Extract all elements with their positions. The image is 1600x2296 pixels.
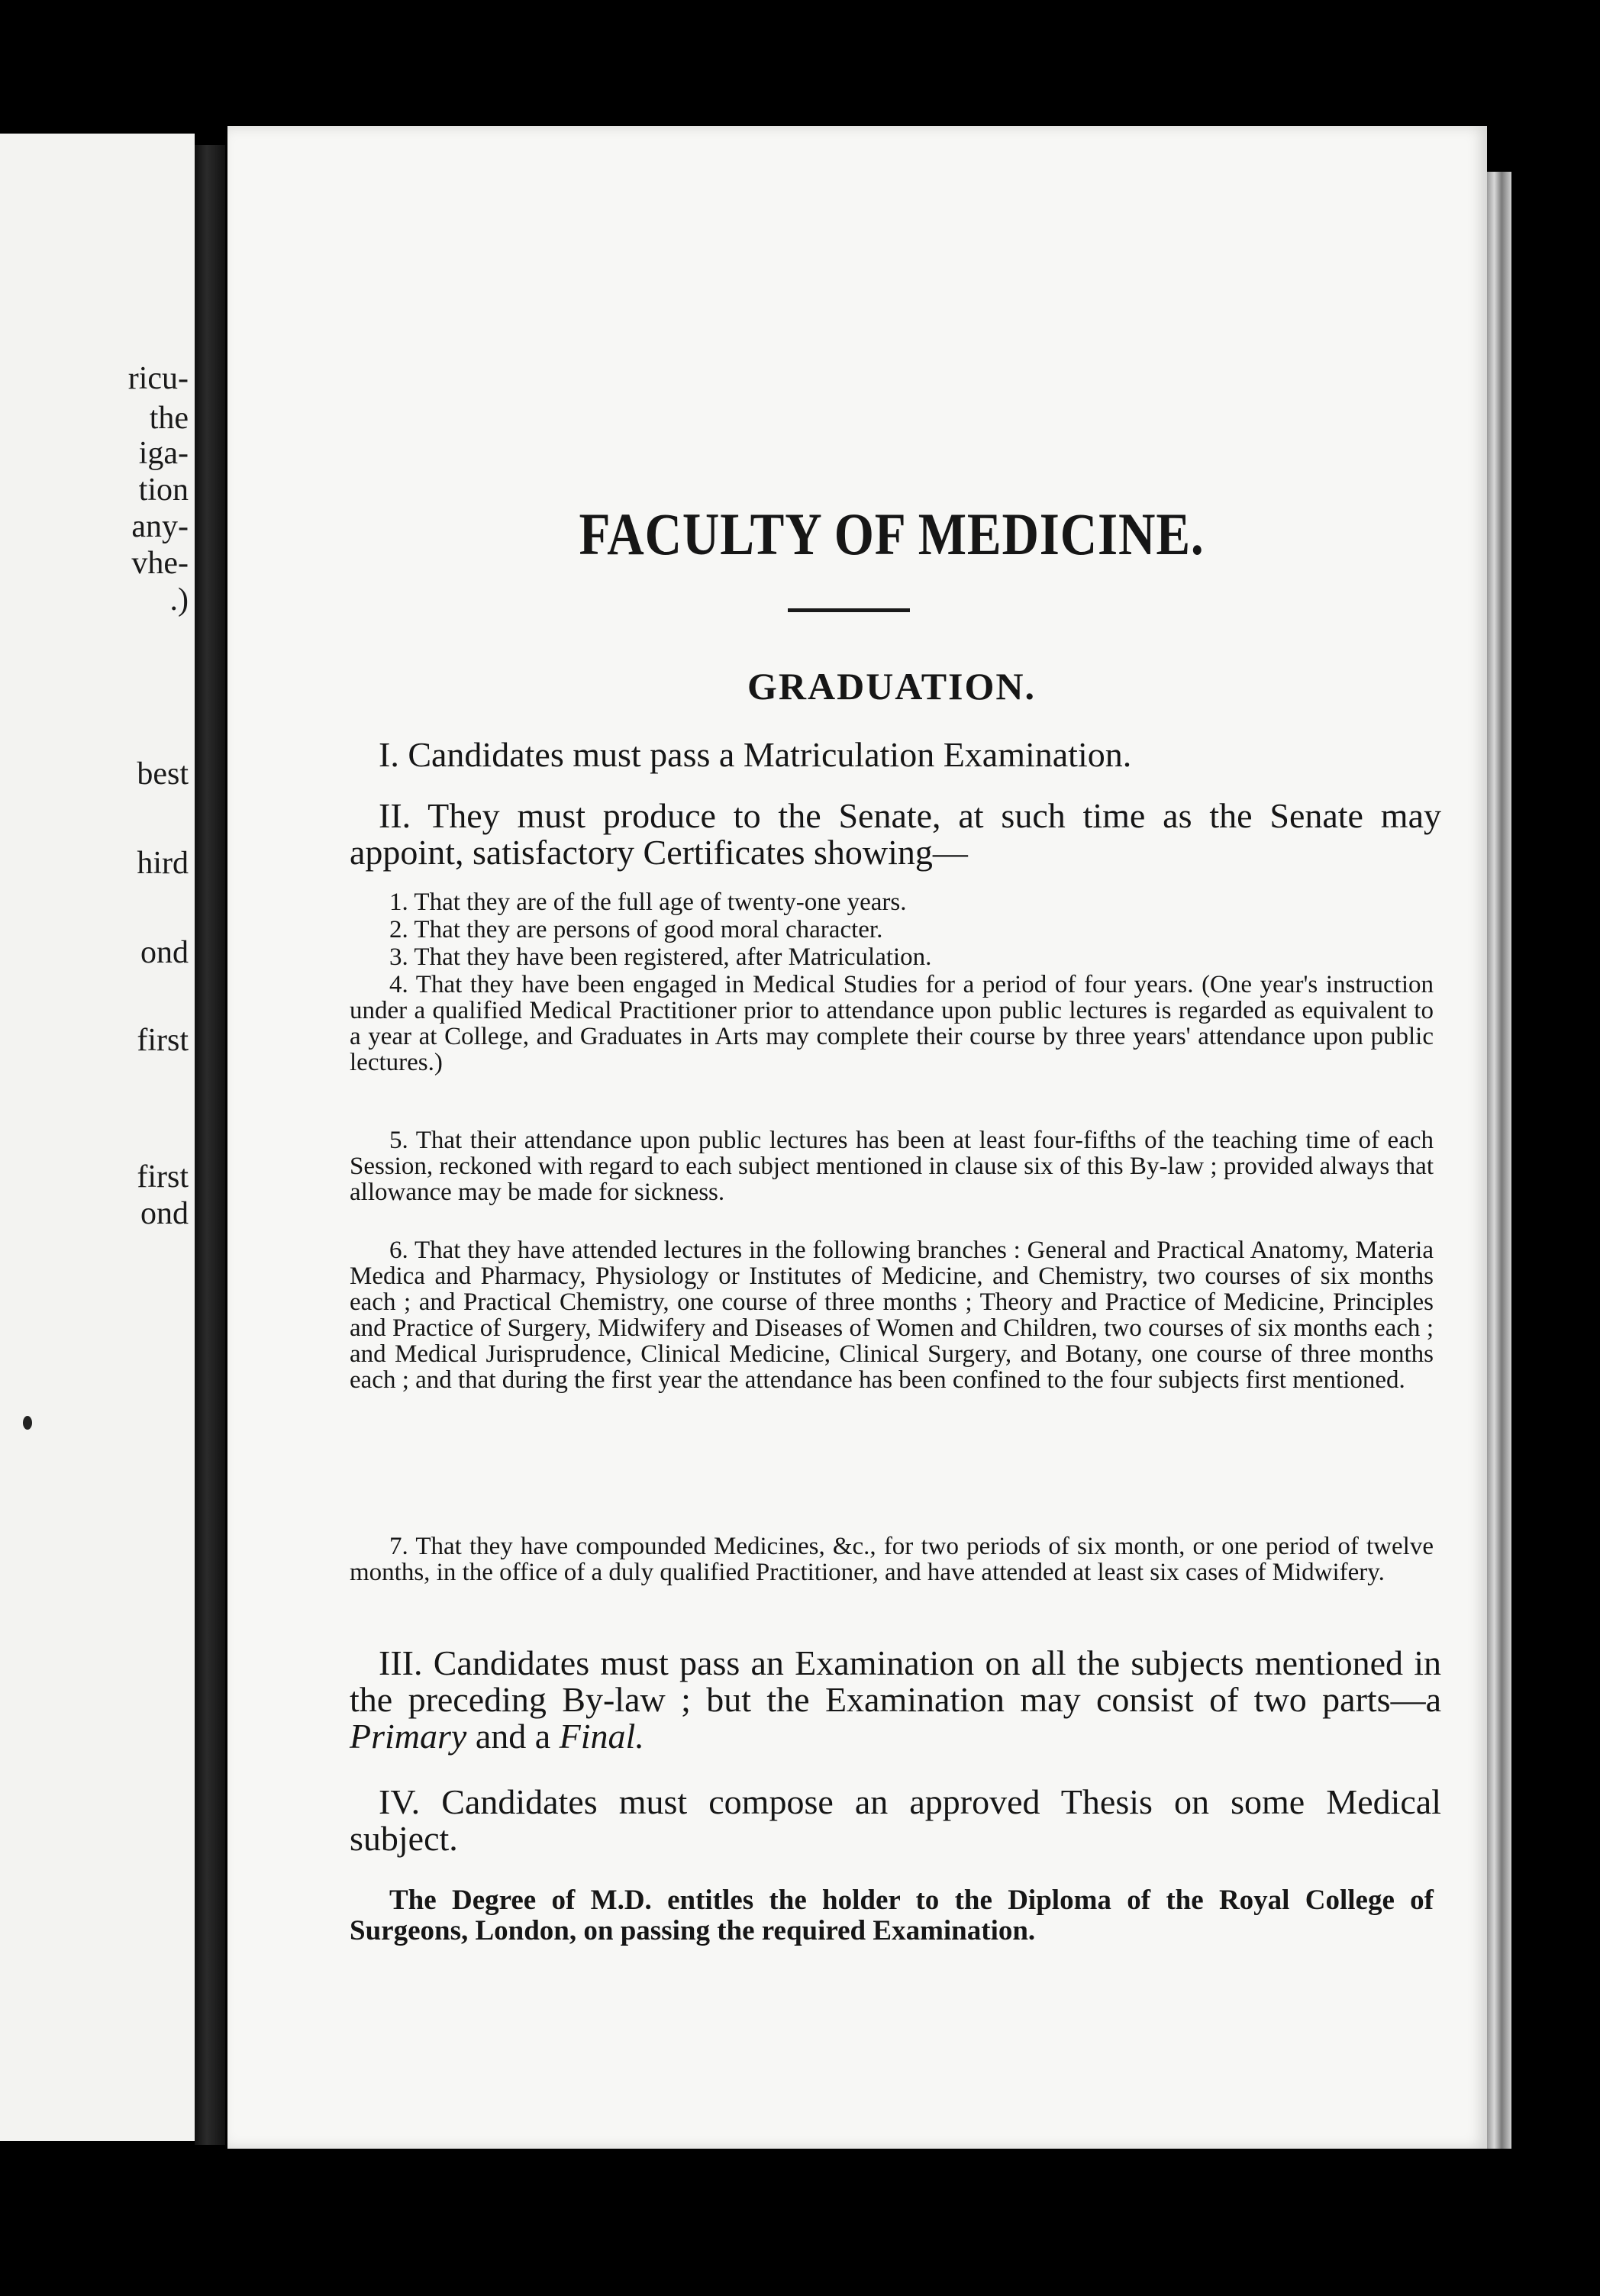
- clause-text: Candidates must compose an approved Thesis on some Medical subject.: [350, 1782, 1442, 1858]
- clause-1: [350, 737, 1441, 773]
- clause-text-mid: and a: [475, 1717, 551, 1756]
- left-page-line: hird: [137, 846, 189, 881]
- list-item: [350, 944, 1434, 970]
- left-page-line: vhe-: [131, 546, 189, 581]
- left-page-fragment: [0, 134, 195, 2141]
- left-page-line: ond: [140, 1196, 189, 1231]
- list-item: [350, 889, 1434, 915]
- item-text: That they have compounded Medicines, &c., for two periods of six month, or one period of twelve months, in the office of a duly qualified Practitioner, and have attended at least six cases of Midwifery.: [350, 1533, 1434, 1586]
- left-page-line: the: [149, 401, 189, 436]
- ink-spot: [23, 1416, 32, 1430]
- item-text: That they have been registered, after Matriculation.: [414, 943, 932, 971]
- left-page-line: ricu-: [127, 361, 189, 396]
- list-item: [350, 1533, 1434, 1585]
- item-text: That they have attended lectures in the following branches : General and Practical Anatomy, Materia Medica and Pharmacy, Physiology or Institutes of Medicine, and Chemistry, two courses of six months each ; and Practical Chemistry, one course of three months ; Theory and Practice of Medicine, Principles and Practice of Surgery, Midwifery and Diseases of Women and Children, two courses of six months each ; and Medical Jurisprudence, Clinical Medicine, Clinical Surgery, and Botany, one course of three months each ; and that during the first year the attendance has been confined to the four subjects first mentioned.: [350, 1237, 1434, 1394]
- clause-number: III.: [379, 1643, 423, 1682]
- clause-text: Candidates must pass an Examination on all the subjects mentioned in the preceding By-law ; but the Examination may consist of two parts—a: [350, 1643, 1442, 1719]
- item-number: 2.: [389, 916, 408, 943]
- list-item: [350, 1127, 1434, 1205]
- item-number: 5.: [389, 1127, 408, 1154]
- left-page-line: ond: [140, 935, 189, 970]
- item-number: 7.: [389, 1533, 408, 1560]
- left-page-line: any-: [131, 509, 189, 544]
- right-page: [227, 126, 1487, 2149]
- left-page-line: best: [137, 756, 189, 792]
- clause-number: I.: [379, 735, 399, 774]
- item-number: 3.: [389, 943, 408, 971]
- item-text: That they have been engaged in Medical Studies for a period of four years. (One year's instruction under a qualified Medical Practitioner prior to attendance upon public lectures is regarded as equivalent to a year at College, and Graduates in Arts may complete their course by three years' attendance upon public lectures.): [350, 971, 1434, 1076]
- list-item: [350, 1237, 1434, 1393]
- clause-number: IV.: [379, 1782, 421, 1821]
- clause-number: II.: [379, 796, 411, 835]
- list-item: [350, 917, 1434, 943]
- clause-4: [350, 1784, 1441, 1857]
- clause-emphasis-final: Final.: [559, 1717, 644, 1756]
- list-item: [350, 972, 1434, 1075]
- section-heading: GRADUATION.: [747, 665, 1037, 708]
- item-number: 1.: [389, 888, 408, 916]
- degree-note: The Degree of M.D. entitles the holder to the Diploma of the Royal College of Surgeons, London, on passing the required Examination.: [350, 1885, 1434, 1946]
- left-page-line: .): [169, 582, 189, 618]
- clause-3: [350, 1645, 1441, 1755]
- left-page-line: first: [137, 1159, 189, 1195]
- left-page-line: tion: [138, 472, 189, 508]
- item-number: 4.: [389, 971, 408, 998]
- title-rule: [788, 608, 910, 612]
- left-page-line: first: [137, 1023, 189, 1058]
- page-title: FACULTY OF MEDICINE.: [579, 501, 1205, 567]
- page-edge: [1487, 172, 1511, 2149]
- item-text: That they are persons of good moral character.: [414, 916, 883, 943]
- item-text: That they are of the full age of twenty-one years.: [414, 888, 907, 916]
- item-number: 6.: [389, 1237, 408, 1264]
- book-gutter: [195, 145, 225, 2145]
- item-text: That their attendance upon public lectures has been at least four-fifths of the teaching time of each Session, reckoned with regard to each subject mentioned in clause six of this By-law ; provided always that allowance may be made for sickness.: [350, 1127, 1434, 1206]
- left-page-line: iga-: [138, 436, 189, 471]
- clause-text: They must produce to the Senate, at such time as the Senate may appoint, satisfactory Certificates showing—: [350, 796, 1442, 872]
- clause-2: [350, 798, 1441, 871]
- clause-emphasis-primary: Primary: [350, 1717, 467, 1756]
- clause-text: Candidates must pass a Matriculation Examination.: [408, 735, 1132, 774]
